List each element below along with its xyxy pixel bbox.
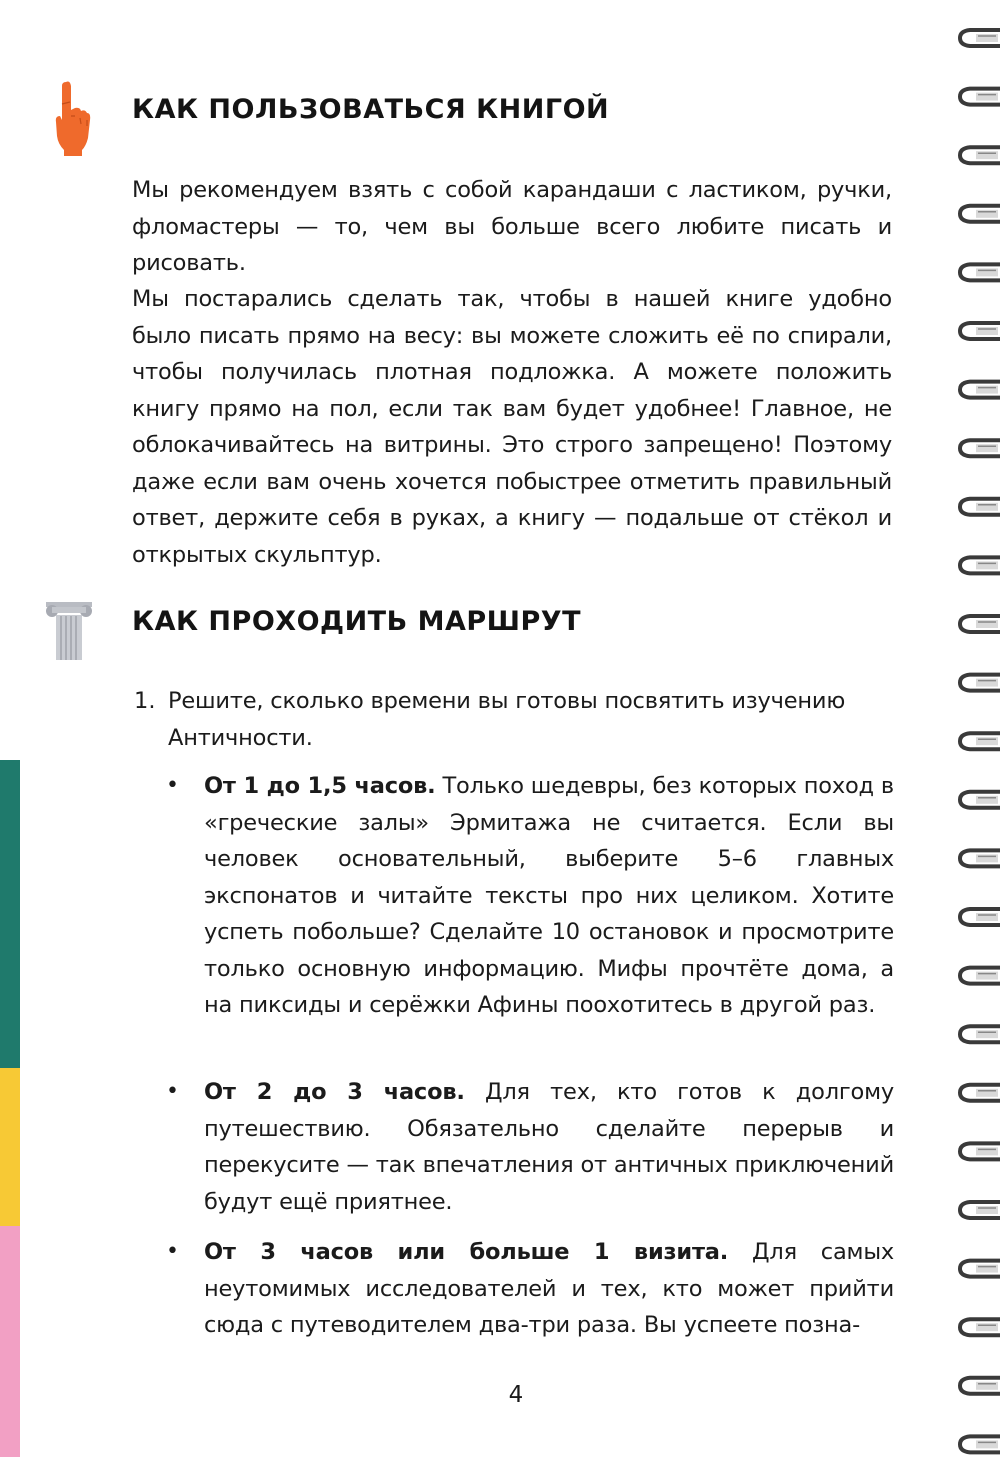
- binding-ring: [960, 1202, 1000, 1218]
- binding-ring: [960, 1026, 1000, 1042]
- binding-ring: [960, 1085, 1000, 1101]
- bullet-item-3: [204, 1234, 894, 1344]
- binding-ring: [960, 909, 1000, 925]
- binding-ring: [960, 968, 1000, 984]
- binding-ring: [960, 557, 1000, 573]
- section-title-route: КАК ПРОХОДИТЬ МАРШРУТ: [132, 606, 582, 637]
- bullet-item-2-text: Для тех, кто готов к долгому путешествию. Обязательно сделайте перерыв и перекусите — так впечатления от античных приключений будут ещё приятнее.: [204, 1079, 894, 1215]
- bullet-item-3-text: Для самых неутомимых исследователей и тех, кто может прийти сюда с путеводителем два-три раза. Вы успеете позна-: [204, 1239, 894, 1338]
- bullet-marker: •: [166, 773, 179, 798]
- binding-ring: [960, 616, 1000, 632]
- bullet-item-1: [204, 768, 894, 1024]
- section-title-how-to-use: КАК ПОЛЬЗОВАТЬСЯ КНИГОЙ: [132, 94, 610, 125]
- bullet-marker: •: [166, 1239, 179, 1264]
- paragraph-supplies: Мы рекомендуем взять с собой карандаши с ластиком, ручки, фломастеры — то, чем вы больше всего любите писать и рисовать.: [132, 177, 892, 276]
- binding-ring: [960, 30, 1000, 46]
- section-tab-green: [0, 760, 20, 1068]
- binding-ring: [960, 264, 1000, 280]
- binding-ring: [960, 1261, 1000, 1277]
- bullet-item-1-text: Только шедевры, без которых поход в «греческие залы» Эрмитажа не считается. Если вы человек основательный, выберите 5–6 главных экспонатов и читайте тексты про них целиком. Хотите успеть побольше? Сделайте 10 остановок и просмотрите только основную информацию. Мифы прочтёте дома, а на пиксиды и серёжки Афины поохотитесь в другой раз.: [204, 773, 894, 1018]
- binding-ring: [960, 733, 1000, 749]
- list-item-text: Решите, сколько времени вы готовы посвятить изучению Античности.: [168, 688, 846, 751]
- section-tab-yellow: [0, 1068, 20, 1226]
- binding-ring: [960, 440, 1000, 456]
- bullet-item-2-heading: От 2 до 3 часов.: [204, 1079, 465, 1105]
- binding-ring: [960, 323, 1000, 339]
- paragraph-writing-tips: Мы постарались сделать так, чтобы в нашей книге удобно было писать прямо на весу: вы можете сложить её по спирали, чтобы получилась плотная подложка. А можете положить книгу прямо на пол, если так вам будет удобнее! Главное, не облокачивайтесь на витрины. Это строго запрещено! Поэтому даже если вам очень хочется побыстрее отметить правильный ответ, держите себя в руках, а книгу — подальше от стёкол и открытых скульптур.: [132, 286, 892, 568]
- binding-ring: [960, 382, 1000, 398]
- binding-ring: [960, 147, 1000, 163]
- binding-ring: [960, 1436, 1000, 1452]
- spiral-binding: [956, 0, 1000, 1457]
- binding-ring: [960, 850, 1000, 866]
- page-number: 4: [508, 1382, 524, 1408]
- list-item-number: 1.: [134, 688, 156, 714]
- binding-ring: [960, 499, 1000, 515]
- binding-ring: [960, 792, 1000, 808]
- bullet-item-3-heading: От 3 часов или больше 1 визита.: [204, 1239, 729, 1265]
- bullet-item-2: [204, 1074, 894, 1220]
- binding-ring: [960, 1319, 1000, 1335]
- binding-ring: [960, 206, 1000, 222]
- binding-ring: [960, 675, 1000, 691]
- pointing-hand-icon: [52, 80, 92, 158]
- section-tab-pink: [0, 1226, 20, 1457]
- bullet-marker: •: [166, 1079, 179, 1104]
- binding-ring: [960, 89, 1000, 105]
- binding-ring: [960, 1143, 1000, 1159]
- bullet-item-1-heading: От 1 до 1,5 часов.: [204, 773, 436, 799]
- ionic-column-icon: [44, 598, 94, 660]
